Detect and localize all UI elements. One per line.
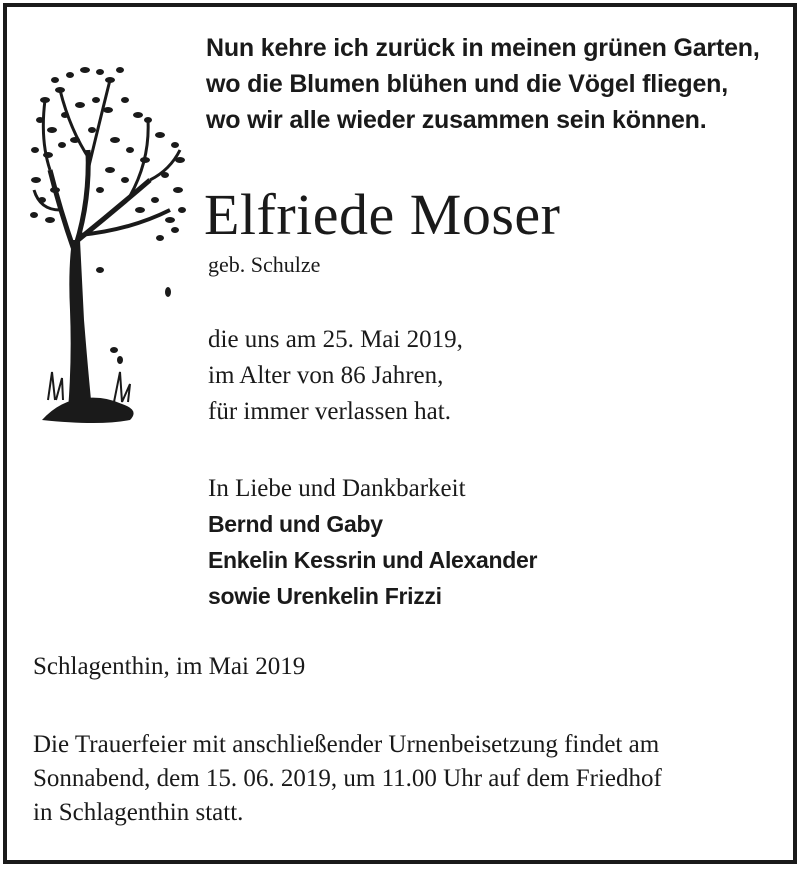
mourners-intro: In Liebe und Dankbarkeit: [208, 475, 466, 502]
tree-icon: [30, 60, 190, 430]
death-notice: [208, 322, 463, 430]
death-notice-line: für immer verlassen hat.: [208, 398, 451, 425]
death-notice-line: im Alter von 86 Jahren,: [208, 362, 444, 389]
mourner-name: Bernd und Gaby: [208, 511, 383, 537]
funeral-info: [33, 728, 662, 830]
mourners-list: [208, 506, 537, 614]
verse-line: wo wir alle wieder zusammen sein können.: [206, 106, 707, 134]
death-notice-line: die uns am 25. Mai 2019,: [208, 326, 463, 353]
deceased-name: Elfriede Moser: [204, 182, 561, 247]
mourner-name: sowie Urenkelin Frizzi: [208, 583, 442, 609]
funeral-info-line: in Schlagenthin statt.: [33, 799, 244, 826]
mourner-name: Enkelin Kessrin und Alexander: [208, 547, 538, 573]
place-date: Schlagenthin, im Mai 2019: [33, 653, 306, 680]
verse: [206, 30, 760, 138]
funeral-info-line: Die Trauerfeier mit anschließender Urnenbeisetzung findet am: [33, 731, 660, 758]
verse-line: wo die Blumen blühen und die Vögel fliegen,: [206, 70, 728, 98]
funeral-info-line: Sonnabend, dem 15. 06. 2019, um 11.00 Uhr auf dem Friedhof: [33, 765, 662, 792]
verse-line: Nun kehre ich zurück in meinen grünen Garten,: [206, 34, 760, 62]
birth-name: geb. Schulze: [208, 252, 321, 277]
